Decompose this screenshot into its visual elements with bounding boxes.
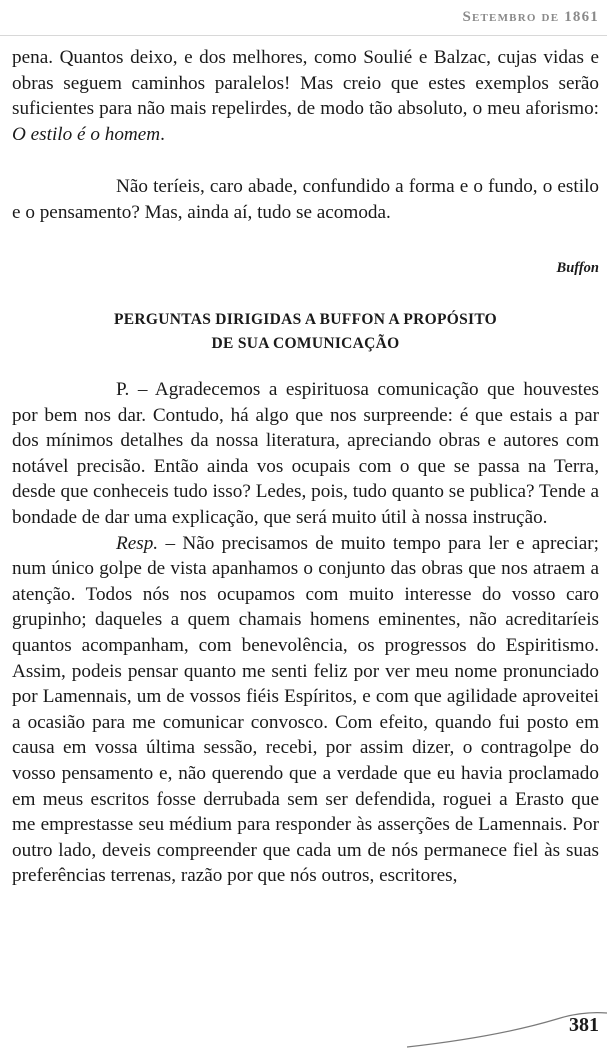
intro-text: pena. Quantos deixo, e dos melhores, como Soulié e Balzac, cujas vidas e obras seguem caminhos paralelos! Mas creio que estes exemplos serão suficientes para não mais repelirdes, de modo tão absoluto, o meu aforismo:: [12, 47, 599, 120]
intro-paragraph-2: Não teríeis, caro abade, confundido a forma e o fundo, o estilo e o pensamento? Mas, ainda aí, tudo se acomoda.: [12, 176, 599, 223]
answer-label: Resp.: [116, 532, 159, 554]
aphorism: O estilo é o homem: [12, 123, 161, 145]
aphorism-end: .: [160, 123, 165, 145]
section-heading-line-1: PERGUNTAS DIRIGIDAS A BUFFON A PROPÓSITO: [113, 311, 498, 328]
section-heading-line-2: DE SUA COMUNICAÇÃO: [211, 335, 400, 352]
page-number: 381: [569, 1014, 599, 1036]
answer-paragraph: [12, 531, 599, 889]
header-rule: [0, 35, 607, 36]
intro-paragraph: [12, 45, 599, 147]
qa-section: [12, 377, 599, 889]
question-label: P. –: [116, 379, 155, 400]
running-header: Setembro de 1861: [462, 9, 599, 25]
section-heading: [12, 308, 599, 356]
signature: Buffon: [556, 260, 599, 276]
intro-section: [12, 45, 599, 226]
answer-text: – Não precisamos de muito tempo para ler e apreciar; num único golpe de vista apanhamos o conjunto das obras que nos atraem a atenção. Todos nós nos ocupamos com muito interesse do vosso caro grupinho; daqueles a quem chamais homens eminentes, não acreditaríeis quantos acompanham, com benevolência, os progressos do Espiritismo. Assim, podeis pensar quanto me senti feliz por ver meu nome pronunciado por Lamennais, um de vossos fiéis Espíritos, e com que agilidade aproveitei a ocasião para me comunicar convosco. Com efeito, quando fui posto em causa em vossa última sessão, recebi, por assim dizer, o contragolpe do vosso pensamento e, não querendo que a verdade que eu havia proclamado em meus escritos fosse derrubada sem ser defendida, roguei a Erasto que me emprestasse seu médium para responder às asserções de Lamennais. Por outro lado, deveis compreender que cada um de nós permanece fiel às suas preferências terrenas, razão por que nós outros, escritores,: [12, 532, 599, 887]
question-paragraph: [12, 377, 599, 531]
question-text: Agradecemos a espirituosa comunicação que houvestes por bem nos dar. Contudo, há algo que nos surpreende: é que estais a par dos mínimos detalhes da nossa literatura, apreciando obras e autores com notável precisão. Então ainda vos ocupais com o que se passa na Terra, desde que conheceis tudo isso? Ledes, pois, tudo quanto se publica? Tende a bondade de dar uma explicação, que será muito útil à nossa instrução.: [12, 379, 599, 528]
